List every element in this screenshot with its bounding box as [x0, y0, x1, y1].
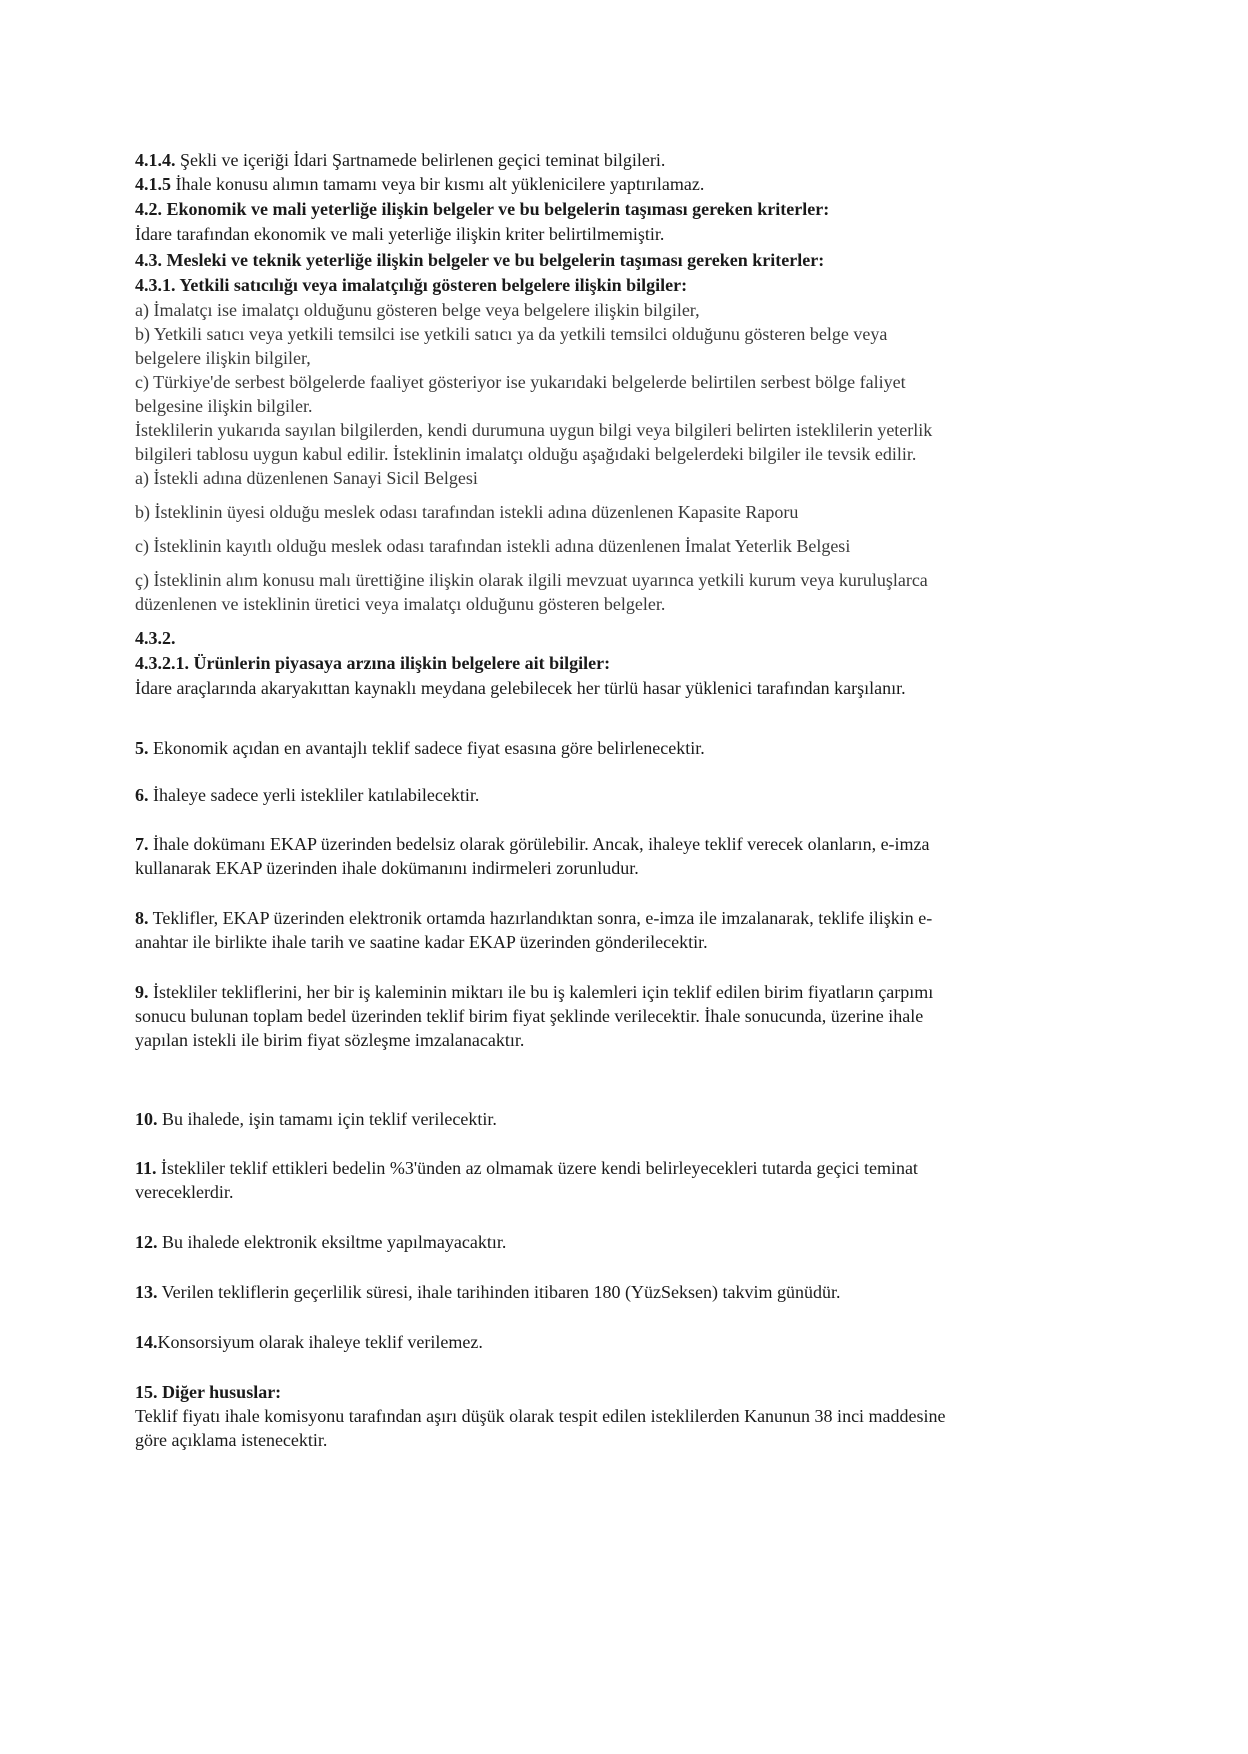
heading-4-3: 4.3. Mesleki ve teknik yeterliğe ilişkin belgeler ve bu belgelerin taşıması gereken kriterler: [135, 250, 825, 270]
text-4-3-1-para-line2: bilgileri tablosu uygun kabul edilir. İsteklinin imalatçı olduğu aşağıdaki belgelerdeki bilgiler ile tevsik edilir. [135, 444, 917, 464]
item-4-3-1-c-line1: c) Türkiye'de serbest bölgelerde faaliyet gösteriyor ise yukarıdaki belgelerde belirtilen serbest bölge faliyet [135, 372, 906, 392]
clause-15-line1: Teklif fiyatı ihale komisyonu tarafından aşırı düşük olarak tespit edilen isteklilerden Kanunun 38 inci maddesine [135, 1406, 946, 1426]
text-4-3-1-para-line1: İsteklilerin yukarıda sayılan bilgilerden, kendi durumuna uygun bilgi veya bilgileri belirten isteklilerin yeterlik [135, 420, 933, 440]
item-4-3-1-c-line2: belgesine ilişkin bilgiler. [135, 396, 313, 416]
text-4-3-2-1: İdare araçlarında akaryakıttan kaynaklı meydana gelebilecek her türlü hasar yüklenici tarafından karşılanır. [135, 678, 906, 698]
clause-4-1-5: 4.1.5 İhale konusu alımın tamamı veya bir kısmı alt yüklenicilere yaptırılamaz. [135, 174, 705, 194]
heading-4-3-1: 4.3.1. Yetkili satıcılığı veya imalatçılığı gösteren belgelere ilişkin bilgiler: [135, 275, 688, 295]
clause-7-line1: 7. İhale dokümanı EKAP üzerinden bedelsiz olarak görülebilir. Ancak, ihaleye teklif verecek olanların, e-imza [135, 834, 930, 854]
clause-11-line1: 11. İstekliler teklif ettikleri bedelin %3'ünden az olmamak üzere kendi belirleyecekleri tutarda geçici teminat [135, 1158, 918, 1178]
item-4-3-1-b-line2: belgelere ilişkin bilgiler, [135, 348, 311, 368]
list-item-c-cedilla-line2: düzenlenen ve isteklinin üretici veya imalatçı olduğunu gösteren belgeler. [135, 594, 666, 614]
clause-9-line3: yapılan istekli ile birim fiyat sözleşme imzalanacaktır. [135, 1030, 525, 1050]
item-4-3-1-b-line1: b) Yetkili satıcı veya yetkili temsilci ise yetkili satıcı ya da yetkili temsilci olduğunu gösteren belge veya [135, 324, 888, 344]
heading-4-3-2: 4.3.2. [135, 628, 176, 648]
clause-14: 14.Konsorsiyum olarak ihaleye teklif verilemez. [135, 1332, 483, 1352]
clause-7-line2: kullanarak EKAP üzerinden ihale dokümanını indirmeleri zorunludur. [135, 858, 639, 878]
clause-9-line2: sonucu bulunan toplam bedel üzerinden teklif birim fiyat şeklinde verilecektir. İhale sonucunda, üzerine ihale [135, 1006, 924, 1026]
text-4-2: İdare tarafından ekonomik ve mali yeterliğe ilişkin kriter belirtilmemiştir. [135, 224, 665, 244]
clause-15-line2: göre açıklama istenecektir. [135, 1430, 328, 1450]
list-item-c: c) İsteklinin kayıtlı olduğu meslek odası tarafından istekli adına düzenlenen İmalat Yeterlik Belgesi [135, 536, 851, 556]
clause-6: 6. İhaleye sadece yerli istekliler katılabilecektir. [135, 785, 480, 805]
clause-8-line1: 8. Teklifler, EKAP üzerinden elektronik ortamda hazırlandıktan sonra, e-imza ile imzalanarak, teklife ilişkin e- [135, 908, 933, 928]
list-item-b: b) İsteklinin üyesi olduğu meslek odası tarafından istekli adına düzenlenen Kapasite Raporu [135, 502, 799, 522]
clause-4-1-4: 4.1.4. Şekli ve içeriği İdari Şartnamede belirlenen geçici teminat bilgileri. [135, 150, 666, 170]
clause-11-line2: vereceklerdir. [135, 1182, 234, 1202]
heading-15: 15. Diğer hususlar: [135, 1382, 282, 1402]
list-item-a: a) İstekli adına düzenlenen Sanayi Sicil Belgesi [135, 468, 478, 488]
heading-4-3-2-1: 4.3.2.1. Ürünlerin piyasaya arzına ilişkin belgelere ait bilgiler: [135, 653, 611, 673]
item-4-3-1-a: a) İmalatçı ise imalatçı olduğunu gösteren belge veya belgelere ilişkin bilgiler, [135, 300, 700, 320]
heading-4-2: 4.2. Ekonomik ve mali yeterliğe ilişkin belgeler ve bu belgelerin taşıması gereken kriterler: [135, 199, 830, 219]
clause-9-line1: 9. İstekliler tekliflerini, her bir iş kaleminin miktarı ile bu iş kalemleri için teklif edilen birim fiyatların çarpımı [135, 982, 934, 1002]
clause-5: 5. Ekonomik açıdan en avantajlı teklif sadece fiyat esasına göre belirlenecektir. [135, 738, 705, 758]
clause-10: 10. Bu ihalede, işin tamamı için teklif verilecektir. [135, 1109, 497, 1129]
list-item-c-cedilla-line1: ç) İsteklinin alım konusu malı ürettiğine ilişkin olarak ilgili mevzuat uyarınca yetkili kurum veya kuruluşlarca [135, 570, 928, 590]
clause-13: 13. Verilen tekliflerin geçerlilik süresi, ihale tarihinden itibaren 180 (YüzSeksen) takvim günüdür. [135, 1282, 841, 1302]
clause-12: 12. Bu ihalede elektronik eksiltme yapılmayacaktır. [135, 1232, 507, 1252]
clause-8-line2: anahtar ile birlikte ihale tarih ve saatine kadar EKAP üzerinden gönderilecektir. [135, 932, 708, 952]
